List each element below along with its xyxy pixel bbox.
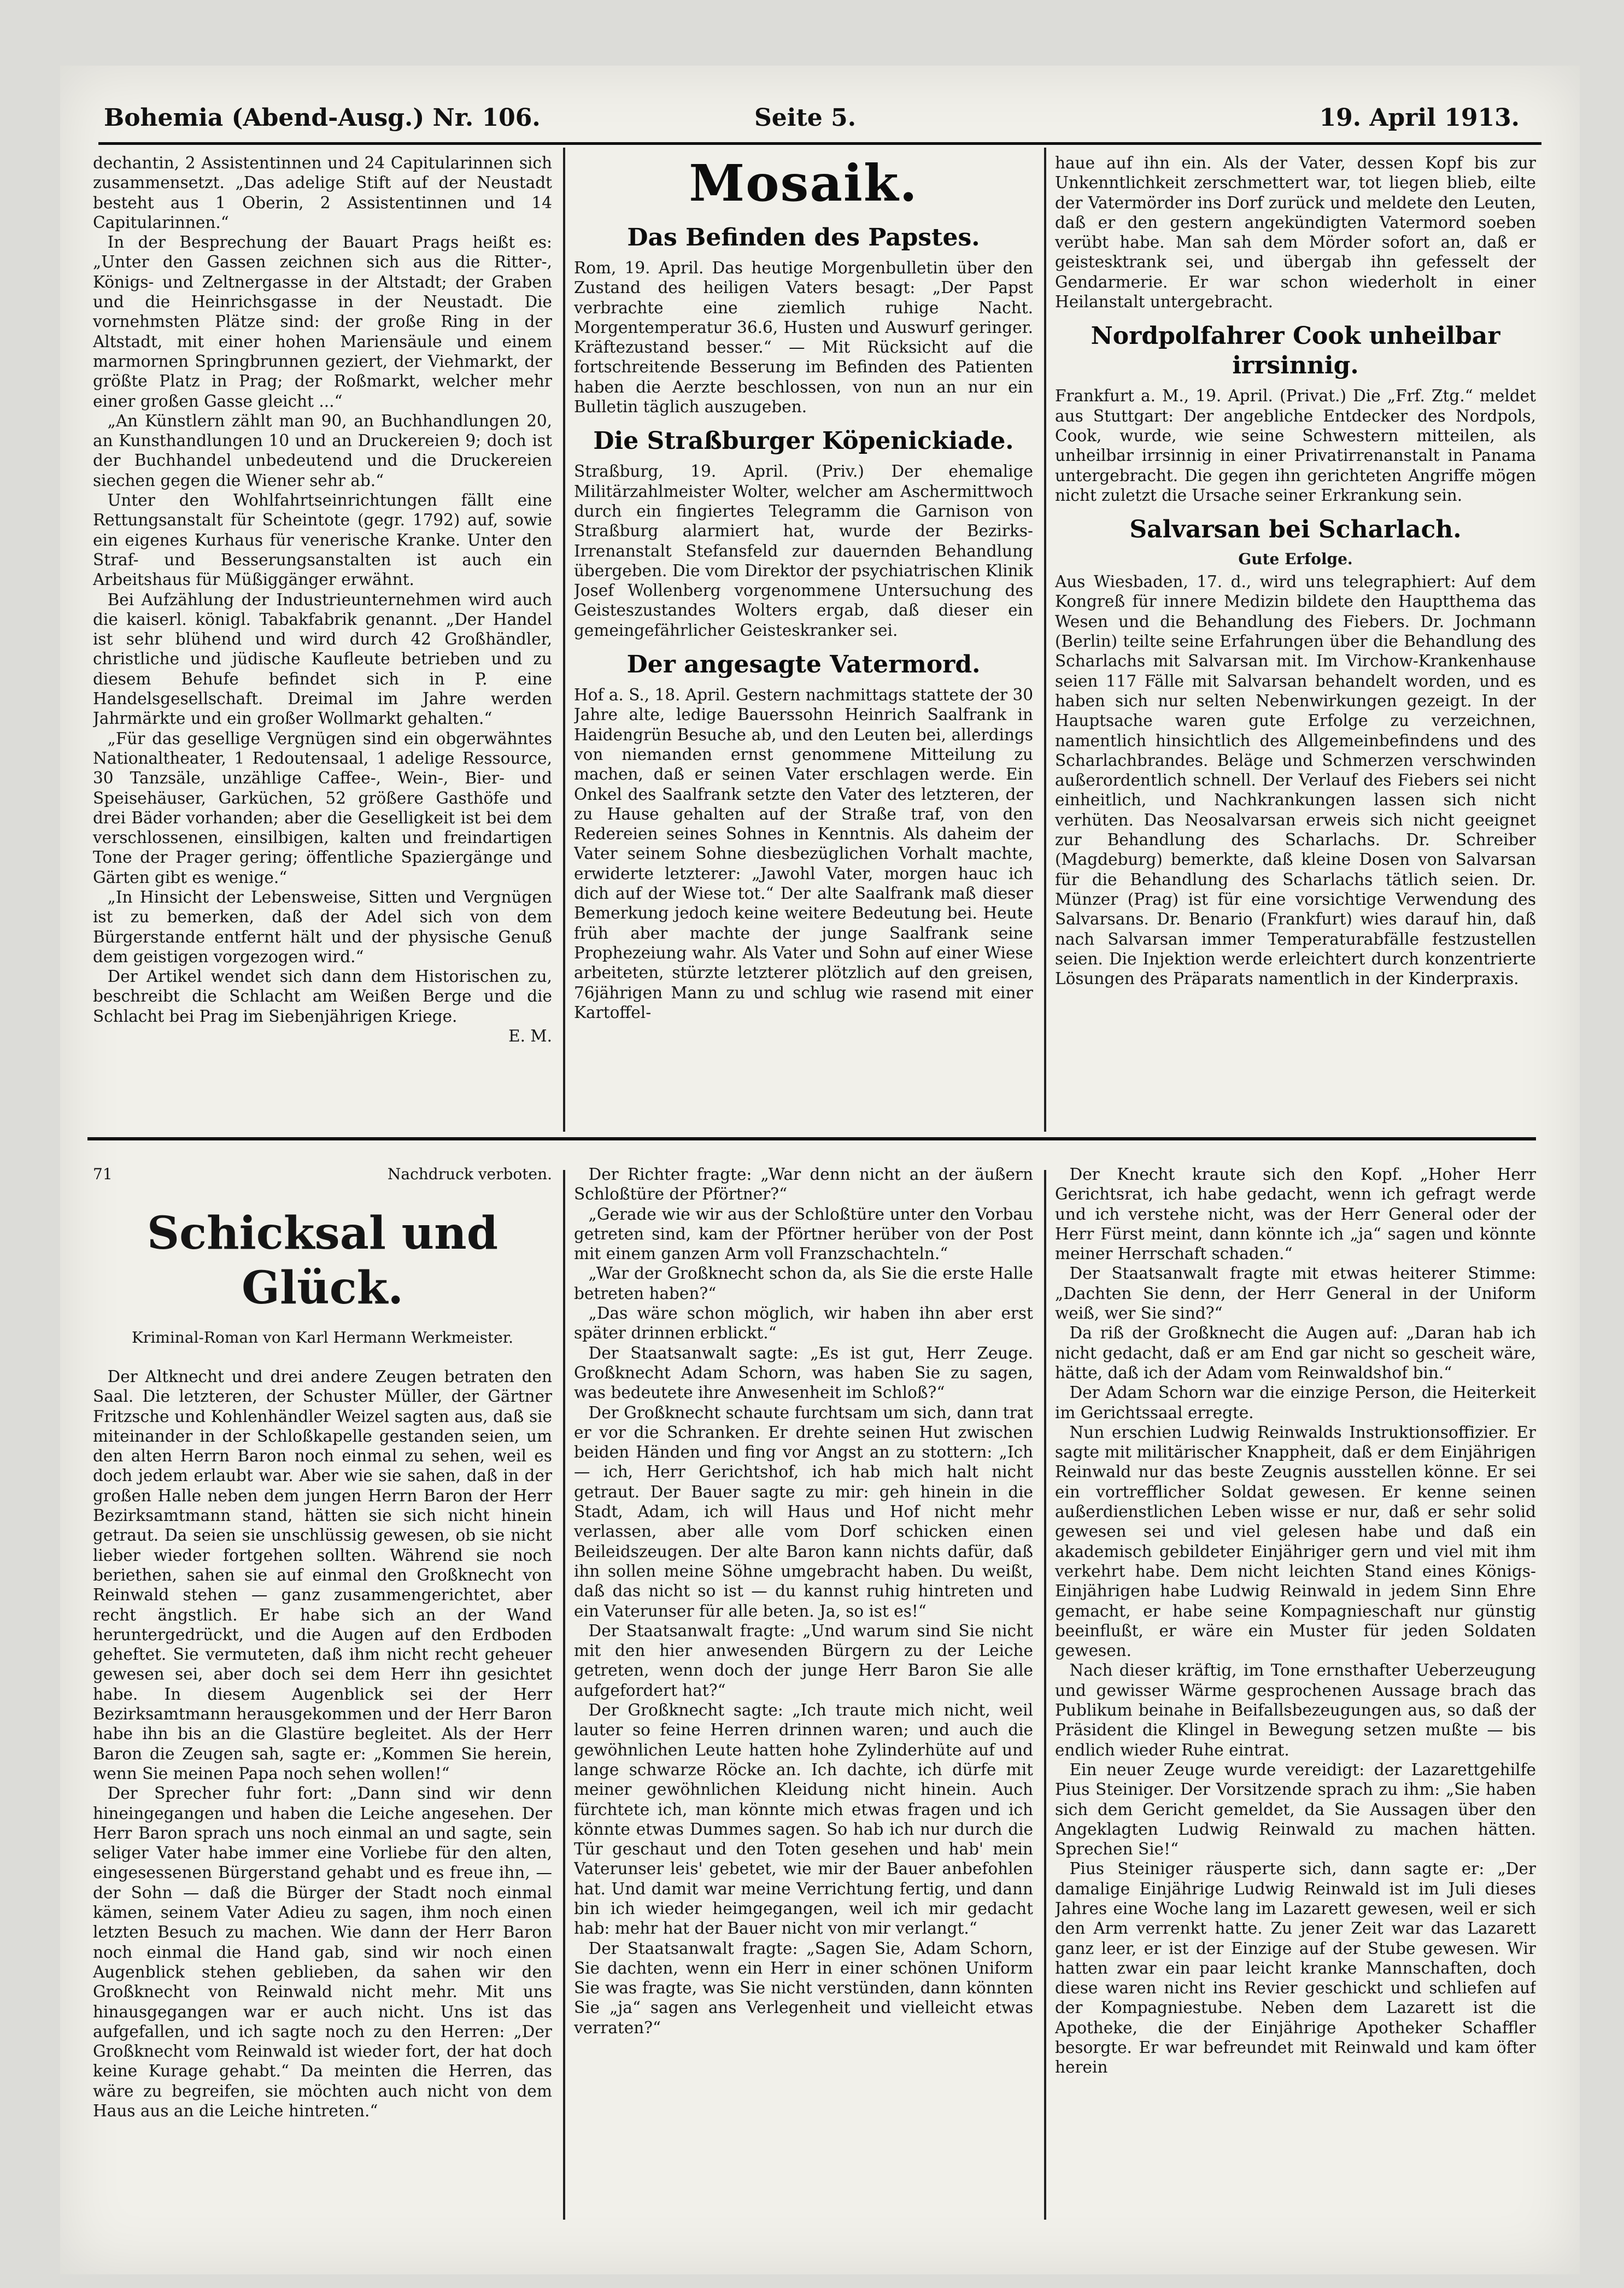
article-heading: Der angesagte Vatermord. [626, 651, 981, 679]
paragraph: Der Altknecht und drei andere Zeugen betraten den Saal. Die letzteren, der Schuster Müller, der Gärtner Fritzsche und Kohlenhändler Weizel sagten aus, daß sie miteinander in der Schloßkapelle gestanden seien, um den alten Herrn Baron noch einmal zu sehen, weil es doch jedem erlaubt war. Aber wie sie sahen, daß in der großen Halle neben dem jungen Herrn Baron der Herr Bezirksamtmann stand, hätten sie sich nicht hinein getraut. Da seien sie unschlüssig gewesen, ob sie nicht lieber wieder fortgehen sollten. Während sie noch beriethen, sahen sie auf einmal den Großknecht von Reinwald stehen — ganz zusammengerichtet, aber recht ängstlich. Er habe sich an der Wand heruntergedrückt, und die Augen auf den Erdboden geheftet. Sie vermuteten, daß ihm nicht recht geheuer gewesen sei, aber doch sei dem Herr ihn gesichtet habe. In diesem Augenblick sei der Herr Bezirksamtmann herausgekommen und der Herr Baron habe ihn bis an die Glastüre begleitet. Als der Herr Baron die Zeugen sah, sagte er: „Kommen Sie herein, wenn Sie meinen Papa noch sehen wollen!“ [93, 1367, 552, 1783]
article-heading: Die Straßburger Köpenickiade. [593, 427, 1014, 455]
section-separator [87, 1137, 1536, 1140]
paragraph: Der Sprecher fuhr fort: „Dann sind wir denn hineingegangen und haben die Leiche angesehen. Der Herr Baron sprach uns noch einmal an und sagte, sein seliger Vater habe immer eine Vorliebe für den alten, eingesessenen Bürgerstand gehabt und es freue ihn, — der Sohn — daß die Bürger der Stadt noch einmal kämen, seinem Vater Adieu zu sagen, ihm noch einen letzten Besuch zu machen. Wie dann der Herr Baron noch einmal die Hand gab, sind wir noch einen Augenblick stehen geblieben, da sahen wir den Großknecht von Reinwald nicht mehr. Mit uns hinausgegangen war er auch nicht. Uns ist das aufgefallen, und ich sagte noch zu den Herren: „Der Großknecht vom Reinwald ist wieder fort, der hat doch keine Kurage gehabt.“ Da meinten die Herren, das wäre zu begreifen, sie möchten auch nicht von dem Haus aus an die Leiche hintreten.“ [93, 1784, 552, 2120]
paragraph: „An Künstlern zählt man 90, an Buchhandlungen 20, an Kunsthandlungen 10 und an Druckereien 9; doch ist der Buchhandel unbedeutend und die Druckereien siechen gegen die Wiener sehr ab.“ [93, 411, 552, 490]
paragraph: Frankfurt a. M., 19. April. (Privat.) Die „Frf. Ztg.“ meldet aus Stuttgart: Der angebliche Entdecker des Nordpols, Cook, wurde, wie seine Schwestern mitteilen, als unheilbar irrsinnig in einer Privatirrenanstalt in Panama untergebracht. Die gegen ihn gerichteten Angriffe mögen nicht zuletzt die Ursache seiner Erkrankung sein. [1055, 387, 1536, 505]
paragraph: Unter den Wohlfahrtseinrichtungen fällt eine Rettungsanstalt für Scheintote (gegr. 1792) auf, sowie ein eigenes Kurhaus für venerische Kranke. Unter den Straf- und Besserungsanstalten ist auch ein Arbeitshaus für Müßiggänger erwähnt. [93, 491, 552, 589]
paragraph: „Gerade wie wir aus der Schloßtüre unter den Vorbau getreten sind, kam der Pförtner herüber von der Post mit einem ganzen Arm voll Franzschachteln.“ [574, 1204, 1033, 1263]
paragraph: „Das wäre schon möglich, wir haben ihn aber erst später drinnen erblickt.“ [574, 1304, 1033, 1343]
paragraph: haue auf ihn ein. Als der Vater, dessen Kopf bis zur Unkenntlichkeit zerschmettert war, tot liegen blieb, eilte der Vatermörder ins Dorf zurück und meldete den Leuten, daß er den gestern angekündigten Vatermord soeben verübt habe. Man sah dem Mörder sofort an, daß er geistesktrank sei, und übergab ihn gefesselt der Gendarmerie. Er war schon wiederholt in einer Heilanstalt untergebracht. [1055, 154, 1536, 312]
article-subheading: Gute Erfolge. [1238, 550, 1353, 569]
paragraph: Der Großknecht schaute furchtsam um sich, dann trat er vor die Schranken. Er drehte seinen Hut zwischen beiden Händen und fing vor Angst an zu stottern: „Ich — ich, Herr Gerichtshof, ich hab mich halt nicht getraut. Der Bauer sagte zu mir: geh hinein in die Stadt, Adam, ich will Haus und Hof nicht mehr verlassen, aber alle vom Dorf schicken einen Beileidszeugen. Der alte Baron kann nichts dafür, daß ihn sollen meine Söhne umgebracht haben. Du weißt, daß das nicht so ist — du kannst ruhig hintreten und ein Vaterunser für alle beten. Ja, so ist es!“ [574, 1403, 1033, 1620]
paragraph: Der Knecht kraute sich den Kopf. „Hoher Herr Gerichtsrat, ich habe gedacht, wenn ich gefragt werde und ich verstehe nicht, was der Herr General oder der Herr Fürst meint, dann könnte ich „ja“ sagen und könnte meiner Herrschaft schaden.“ [1055, 1165, 1536, 1263]
paragraph: Da riß der Großknecht die Augen auf: „Daran hab ich nicht gedacht, daß er am End gar nicht so gescheit wäre, hätte, daß ich der Adam vom Reinwaldshof bin.“ [1055, 1324, 1536, 1382]
paragraph: Straßburg, 19. April. (Priv.) Der ehemalige Militärzahlmeister Wolter, welcher am Aschermittwoch durch ein fingiertes Telegramm die Garnison von Straßburg alarmiert hat, wurde der Bezirks-Irrenanstalt Stefansfeld zur dauernden Behandlung übergeben. Die vom Direktor der psychiatrischen Klinik Josef Wollenberg vorgenommene Untersuchung des Geisteszustandes Wolters ergab, daß dieser ein gemeingefährlicher Geisteskranker sei. [574, 462, 1033, 640]
column-rule [1044, 1170, 1046, 2220]
article-heading: Nordpolfahrer Cook unheilbar irrsinnig. [1091, 322, 1500, 380]
article-prague-description [93, 153, 552, 1132]
author-signature: E. M. [508, 1027, 552, 1046]
paragraph: Ein neuer Zeuge wurde vereidigt: der Lazarettgehilfe Pius Steiniger. Der Vorsitzende sprach zu ihm: „Sie haben sich dem Gericht gemeldet, da Sie Aussagen über den Angeklagten Ludwig Reinwald zu machen hätten. Sprechen Sie!“ [1055, 1760, 1536, 1859]
section-title: Mosaik. [689, 154, 918, 213]
paragraph: Der Adam Schorn war die einzige Person, die Heiterkeit im Gerichtssaal erregte. [1055, 1383, 1536, 1422]
installment-number: 71 [93, 1165, 113, 1183]
novel-byline: Kriminal-Roman von Karl Hermann Werkmeister. [132, 1329, 513, 1347]
paragraph: Aus Wiesbaden, 17. d., wird uns telegraphiert: Auf dem Kongreß für innere Medizin bildete den Hauptthema das Wesen und die Behandlung des Fiebers. Dr. Jochmann (Berlin) teilte seine Erfahrungen über die Behandlung des Scharlachs mit Salvarsan mit. Im Virchow-Krankenhause seien 117 Fälle mit Salvarsan behandelt worden, und es haben sich nur selten Nebenwirkungen gezeigt. In der Hauptsache waren gute Erfolge zu verzeichnen, namentlich hinsichtlich des Allgemeinbefindens und des Scharlachbrandes. Beläge und Schmerzen verschwinden außerordentlich schnell. Der Verlauf des Fiebers sei nicht einheitlich, und Nachkrankungen lassen sich nicht verhüten. Das Neosalvarsan erweis sich nicht geeignet zur Behandlung des Scharlachs. Dr. Schreiber (Magdeburg) bemerkte, daß kleine Dosen von Salvarsan für die Behandlung des Scharlachs tätlich seien. Dr. Münzer (Prag) ist für eine vorsichtige Verwendung des Salvarsans. Dr. Benario (Frankfurt) wies darauf hin, daß nach Salvarsan immer Temperaturabfälle festzustellen seien. Die Injektion werde erleichtert durch konzentrierte Lösungen des Präparats namentlich in der Kinderpraxis. [1055, 572, 1536, 988]
column-rule [563, 1170, 565, 2220]
paragraph: Der Staatsanwalt fragte: „Sagen Sie, Adam Schorn, Sie dachten, wenn ein Herr in einer schönen Uniform Sie was fragte, was Sie nicht verstünden, dann könnten Sie „ja“ sagen ans Verlegenheit und vielleicht etwas verraten?“ [574, 1939, 1033, 2037]
header-issue: Bohemia (Abend-Ausg.) Nr. 106. [104, 104, 541, 132]
paragraph: Hof a. S., 18. April. Gestern nachmittags stattete der 30 Jahre alte, ledige Bauerssohn Heinrich Saalfrank in Haidengrün Besuche ab, und den Leuten bei, allerdings von niemanden ernst genommene Mitteilung zu machen, daß er seinen Vater erschlagen werde. Ein Onkel des Saalfrank setzte den Vater des letzteren, der zu Hause gehalten auf der Straße traf, von den Redereien seines Sohnes in Kenntnis. Als daheim der Vater seinem Sohne diesbezüglichen Vorhalt machte, erwiderte letzterer: „Jawohl Vater, morgen hauc ich dich auf der Wiese tot.“ Der alte Saalfrank maß dieser Bemerkung jedoch keine weitere Bedeutung bei. Heute früh aber machte der junge Saalfrank seine Prophezeiung wahr. Als Vater und Sohn auf einer Wiese arbeiteten, stürzte letzterer plötzlich auf den greisen, 76jährigen Mann zu und schlug wie rasend mit einer Kartoffel- [574, 686, 1033, 1022]
column-rule [1044, 148, 1046, 1132]
paragraph: Bei Aufzählung der Industrieunternehmen wird auch die kaiserl. königl. Tabakfabrik genannt. „Der Handel ist sehr blühend und wird durch 42 Großhändler, christliche und jüdische Kaufleute betrieben und zu diesem Behufe befindet sich in P. eine Handelsgesellschaft. Dreimal im Jahre werden Jahrmärkte und ein großer Wollmarkt gehalten.“ [93, 590, 552, 728]
serial-novel-column-1 [93, 1165, 552, 2220]
paragraph: Der Staatsanwalt fragte mit etwas heiterer Stimme: „Dachten Sie denn, der Herr General in der Uniform weiß, wer Sie sind?“ [1055, 1264, 1536, 1323]
paragraph: Der Staatsanwalt fragte: „Und warum sind Sie nicht mit den hier anwesenden Bürgern zu der Leiche getreten, wenn doch der junge Herr Baron Sie alle aufgefordert hat?“ [574, 1621, 1033, 1700]
article-heading: Das Befinden des Papstes. [627, 224, 980, 251]
news-column-right [1055, 153, 1536, 1132]
paragraph: „Für das gesellige Vergnügen sind ein obgerwähntes Nationaltheater, 1 Redoutensaal, 1 adelige Ressource, 30 Tanzsäle, unzählige Caffee-, Wein-, Bier- und Speisehäuser, Garküchen, 52 größere Gasthöfe und drei Bäder vorhanden; aber die Geselligkeit ist bei dem verschlossenen, einsilbigen, kalten und freindartigen Tone der Prager gering; öffentliche Spaziergänge und Gärten gibt es wenige.“ [93, 729, 552, 887]
header-date: 19. April 1913. [1319, 104, 1520, 132]
header-page-number: Seite 5. [754, 104, 857, 132]
serial-novel-column-3 [1055, 1165, 1536, 2220]
reprint-notice: Nachdruck verboten. [387, 1165, 552, 1183]
paragraph: Der Richter fragte: „War denn nicht an der äußern Schloßtüre der Pförtner?“ [574, 1165, 1033, 1204]
mosaik-section [574, 153, 1033, 1132]
paragraph: „In Hinsicht der Lebensweise, Sitten und Vergnügen ist zu bemerken, daß der Adel sich von dem Bürgerstande entfernt hält und der physische Genuß dem geistigen vorgezogen wird.“ [93, 887, 552, 966]
paragraph: Nach dieser kräftig, im Tone ernsthafter Ueberzeugung und gewisser Wärme gesprochenen Aussage brach das Publikum beinahe in Beifallsbezeugungen aus, so daß der Präsident die Klingel in Bewegung setzen mußte — bis endlich wieder Ruhe eintrat. [1055, 1661, 1536, 1759]
paragraph: In der Besprechung der Bauart Prags heißt es: „Unter den Gassen zeichnen sich aus die Ritter-, Königs- und Zeltnergasse in der Altstadt; der Graben und die Heinrichsgasse in der Neustadt. Die vornehmsten Plätze sind: der große Ring in der Altstadt, mit einer hohen Mariensäule und einem marmornen Springbrunnen geziert, der Viehmarkt, der größte Platz in Prag; der Roßmarkt, welcher mehr einer großen Gasse gleicht ...“ [93, 233, 552, 411]
paragraph: dechantin, 2 Assistentinnen und 24 Capitularinnen sich zusammensetzt. „Das adelige Stift auf der Neustadt besteht aus 1 Oberin, 2 Assistentinnen und 14 Capitularinnen.“ [93, 154, 552, 232]
paragraph: Der Staatsanwalt sagte: „Es ist gut, Herr Zeuge. Großknecht Adam Schorn, was haben Sie zu sagen, was bedeutete ihre Anwesenheit im Schloß?“ [574, 1343, 1033, 1402]
article-heading: Salvarsan bei Scharlach. [1129, 516, 1462, 544]
column-rule [563, 148, 565, 1132]
serial-meta [93, 1165, 552, 1184]
paragraph: Nun erschien Ludwig Reinwalds Instruktionsoffizier. Er sagte mit militärischer Knappheit, daß er dem Einjährigen Reinwald nur das beste Zeugnis ausstellen könne. Er sei ein vortrefflicher Soldat gewesen. Er kenne seinen außerdienstlichen Leben wisse er nur, daß er sehr solid gewesen sei und viel gelesen habe und daß ein akademisch gebildeter Einjähriger gern und viel mit ihm verkehrt habe. Dem nicht leichten Stand eines Königs-Einjährigen habe Ludwig Reinwald in jedem Sinn Ehre gemacht, er habe seine Kompagnieschaft nur günstig beeinflußt, er wäre ein Muster für jeden Soldaten gewesen. [1055, 1423, 1536, 1660]
paragraph: „War der Großknecht schon da, als Sie die erste Halle betreten haben?“ [574, 1264, 1033, 1303]
header-rule [98, 142, 1541, 145]
paragraph: Der Artikel wendet sich dann dem Historischen zu, beschreibt die Schlacht am Weißen Berge und die Schlacht bei Prag im Siebenjährigen Kriege. [93, 967, 552, 1026]
newspaper-page [60, 66, 1580, 2274]
paragraph: Rom, 19. April. Das heutige Morgenbulletin über den Zustand des heiligen Vaters besagt: „Der Papst verbrachte eine ziemlich ruhige Nacht. Morgentemperatur 36.6, Husten und Auswurf geringer. Kräftezustand besser.“ — Mit Rücksicht auf die fortschreitende Besserung im Befinden des Patienten haben die Aerzte beschlossen, von nun an nur ein Bulletin täglich auszugeben. [574, 259, 1033, 417]
novel-title: Schicksal und Glück. [146, 1207, 499, 1314]
paragraph: Der Großknecht sagte: „Ich traute mich nicht, weil lauter so feine Herren drinnen waren; und auch die gewöhnlichen Leute hatten hohe Zylinderhüte auf und lange schwarze Röcke an. Ich dachte, ich dürfe mit meiner gewöhnlichen Kleidung nicht hinein. Auch fürchtete ich, man könnte mich etwas fragen und ich könnte etwas Dummes sagen. So hab ich nur durch die Tür geschaut und den Toten gesehen und hab' mein Vaterunser leis' gebetet, wie mir der Bauer anbefohlen hat. Und damit war meine Verrichtung fertig, und dann bin ich wieder heimgegangen, weil ich mir gedacht hab: mehr hat der Bauer nicht von mir verlangt.“ [574, 1701, 1033, 1938]
serial-novel-column-2 [574, 1165, 1033, 2220]
paragraph: Pius Steiniger räusperte sich, dann sagte er: „Der damalige Einjährige Ludwig Reinwald ist im Juli dieses Jahres eine Woche lang im Lazarett gewesen, weil er sich den Arm verrenkt hatte. Zu jener Zeit war das Lazarett ganz leer, er ist der Einzige auf der Stube gewesen. Wir hatten zwar ein paar leicht kranke Mannschaften, doch diese waren nicht ins Revier geschickt und schliefen auf der Kompagniestube. Neben dem Lazarett ist die Apotheke, die der Einjährige Apotheker Schaffler besorgte. Er war befreundet mit Reinwald und kam öfter herein [1055, 1859, 1536, 2077]
